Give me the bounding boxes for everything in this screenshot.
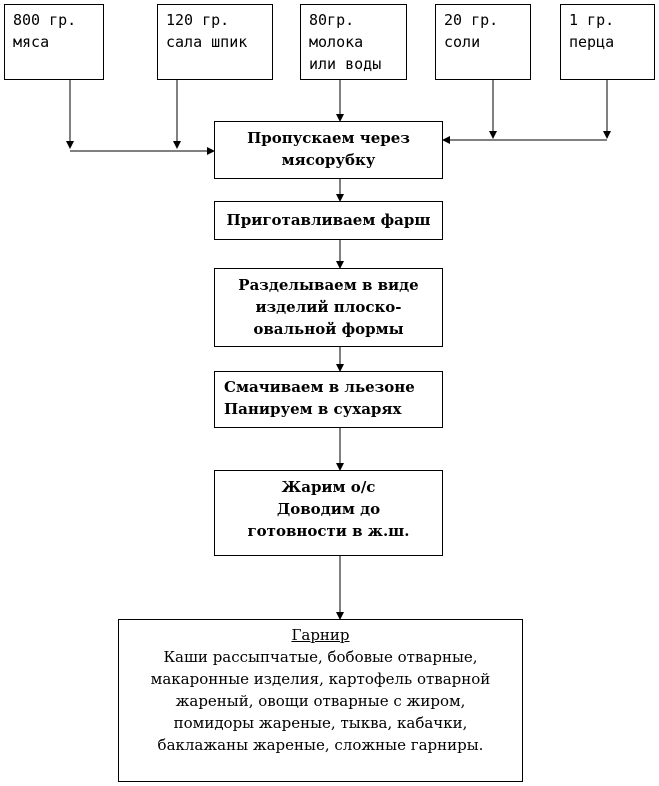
step-text: Разделываем в виде (238, 276, 419, 294)
ingredient-name: перца (569, 33, 615, 51)
ingredient-name-alt: или воды (309, 55, 382, 73)
step-text: Пропускаем через (247, 129, 410, 147)
step-text: овальной формы (253, 320, 404, 338)
step-text: Приготавливаем фарш (226, 211, 431, 229)
ingredient-amount: 1 гр. (569, 11, 615, 29)
ingredient-name: молока (309, 33, 364, 51)
garnish-line: Каши рассыпчатые, бобовые отварные, (163, 648, 478, 666)
step-text: готовности в ж.ш. (247, 522, 410, 540)
ingredient-amount: 120 гр. (166, 11, 230, 29)
ingredient-name: сала шпик (166, 33, 248, 51)
garnish-line: жареный, овощи отварные с жиром, (175, 692, 466, 710)
step-text: мясорубку (281, 151, 376, 169)
garnish-line: помидоры жареные, тыква, кабачки, (173, 714, 468, 732)
ingredient-amount: 80гр. (309, 11, 355, 29)
ingredient-amount: 20 гр. (444, 11, 499, 29)
step-text: изделий плоско- (255, 298, 402, 316)
step-text: Смачиваем в льезоне (224, 378, 415, 396)
garnish-title: Гарнир (291, 626, 350, 644)
ingredient-name: соли (444, 33, 481, 51)
garnish-line: макаронные изделия, картофель отварной (150, 670, 491, 688)
ingredient-name: мяса (13, 33, 50, 51)
garnish-line: баклажаны жареные, сложные гарниры. (157, 736, 484, 754)
ingredient-amount: 800 гр. (13, 11, 77, 29)
step-text: Жарим о/с (281, 478, 376, 496)
step-text: Доводим до (276, 500, 381, 518)
step-text: Панируем в сухарях (224, 400, 402, 418)
